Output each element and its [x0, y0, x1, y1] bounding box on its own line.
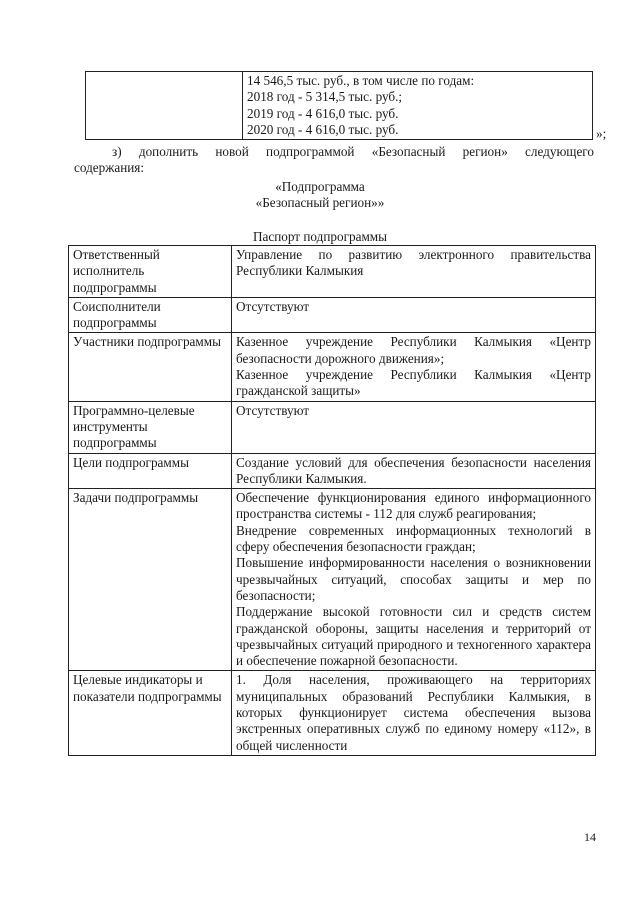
row-value [232, 297, 596, 333]
amendment-paragraph [74, 144, 594, 177]
funding-year-line: 2018 год - 5 314,5 тыс. руб.; [247, 89, 403, 105]
table-row [69, 401, 596, 453]
funding-table-fragment [85, 71, 593, 140]
row-value [232, 453, 596, 489]
row-label-text: Целевые индикаторы и показатели подпрограммы [73, 672, 222, 704]
subprogram-name: «Безопасный регион»» [255, 195, 385, 210]
table-row [69, 297, 596, 333]
row-label [69, 297, 232, 333]
row-value [232, 401, 596, 453]
row-label-text: Задачи подпрограммы [73, 490, 199, 506]
funding-total-line: 14 546,5 тыс. руб., в том числе по годам: [247, 73, 475, 88]
funding-year-line: 2020 год - 4 616,0 тыс. руб. [247, 121, 399, 137]
row-label [69, 401, 232, 453]
row-value-text: Отсутствуют [236, 402, 310, 418]
paragraph-line: з) дополнить новой подпрограммой «Безопасный регион» следующего [112, 144, 594, 159]
row-label [69, 453, 232, 489]
row-value-text: Казенное учреждение Республики Калмыкия «Центр гражданской защиты» [236, 367, 591, 399]
row-value-text: 1. Доля населения, проживающего на территориях муниципальных образований Республики Калмыкия, в которых функционирует система обеспечения вызова экстренных оперативных служб по единому номеру «112», в общей численности [236, 672, 591, 753]
table-row [69, 333, 596, 401]
row-value-text: Повышение информированности населения о возникновении чрезвычайных ситуаций, способах защиты и мер по безопасности; [236, 555, 591, 603]
row-label-text: Программно-целевые инструменты подпрограммы [73, 402, 195, 451]
row-value-text: Поддержание высокой готовности сил и средств систем гражданской обороны, защиты населения и территорий от чрезвычайных ситуаций природного и техногенного характера и обеспечение пожарной безопасности. [236, 604, 591, 669]
row-value [232, 489, 596, 671]
row-label [69, 333, 232, 401]
row-value-text: Обеспечение функционирования единого информационного пространства системы - 112 для служб реагирования; [236, 490, 591, 522]
subprogram-heading: «Подпрограмма [275, 179, 365, 194]
row-label-text: Ответственный исполнитель подпрограммы [73, 247, 160, 295]
row-value-text: Казенное учреждение Республики Калмыкия «Центр безопасности дорожного движения»; [236, 334, 591, 366]
funding-year-line: 2019 год - 4 616,0 тыс. руб. [247, 105, 399, 121]
table-row [69, 489, 596, 671]
row-label [69, 671, 232, 755]
table-row [86, 72, 593, 140]
row-label-text: Цели подпрограммы [73, 454, 189, 470]
row-value [232, 246, 596, 298]
table-row [69, 453, 596, 489]
funding-cell [243, 72, 593, 140]
closing-quote: »; [596, 126, 607, 141]
row-value [232, 671, 596, 755]
row-value-text: Создание условий для обеспечения безопасности населения Республики Калмыкия. [236, 454, 591, 486]
paragraph-line: содержания: [74, 160, 145, 176]
row-value-text: Внедрение современных информационных технологий в сферу обеспечения безопасности граждан; [236, 522, 591, 555]
row-value-text: Управление по развитию электронного правительства Республики Калмыкия [236, 247, 591, 279]
row-label-text: Участники подпрограммы [73, 334, 221, 350]
row-value-text: Отсутствуют [236, 298, 310, 314]
table-row [69, 246, 596, 298]
row-value [232, 333, 596, 401]
empty-cell [86, 72, 243, 140]
passport-table [68, 245, 596, 756]
table-row [69, 671, 596, 755]
page-number: 14 [584, 830, 596, 844]
passport-title: Паспорт подпрограммы [253, 229, 387, 244]
row-label [69, 246, 232, 298]
row-label-text: Соисполнители подпрограммы [73, 298, 161, 331]
row-label [69, 489, 232, 671]
